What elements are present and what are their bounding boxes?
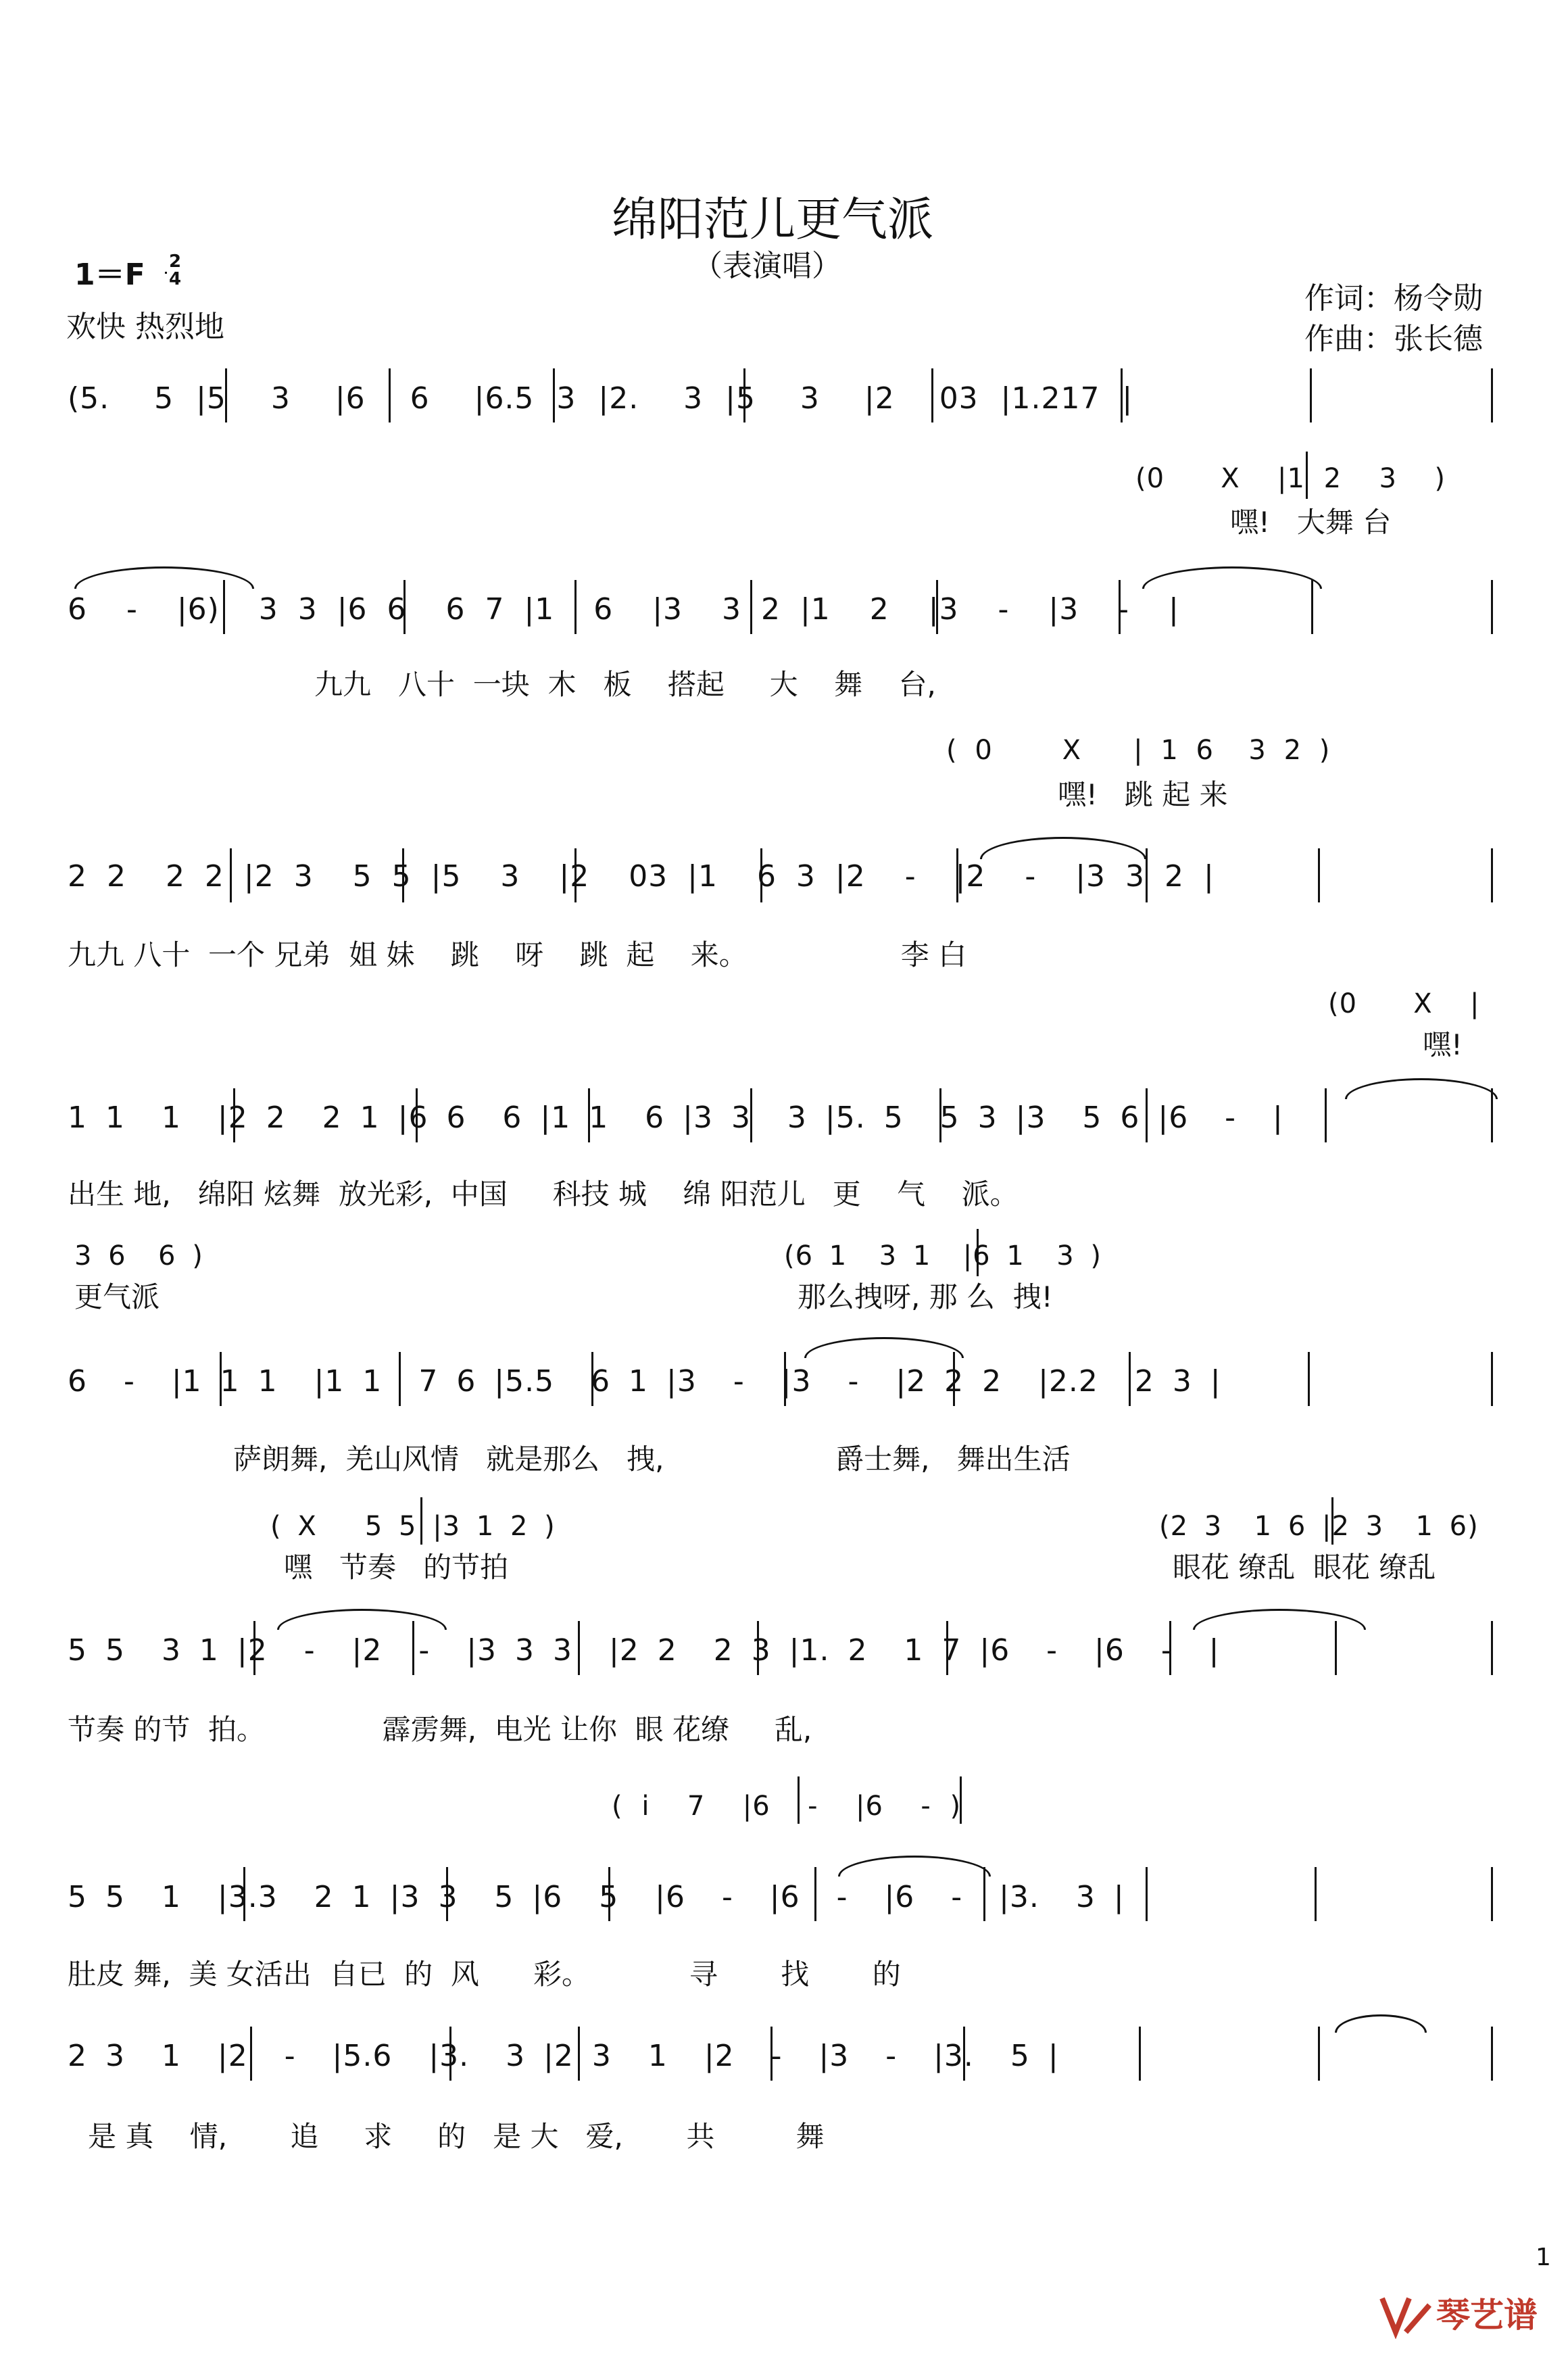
score-row-8-notes: 2 3 1 |2 - |5.6 |3. 3 |2 3 1 |2 - |3 - |3. 5 | xyxy=(68,2039,1059,2073)
time-signature-top: 2 xyxy=(168,251,182,272)
score-row-6-sub-notes: ( i 7 |6 - |6 - ) xyxy=(612,1791,962,1822)
score-row-4-lyric: 出生 地, 绵阳 炫舞 放光彩, 中国 科技 城 绵 阳范儿 更 气 派。 xyxy=(68,1178,1019,1211)
score-row-4-notes: 1 1 1 |2 2 2 1 |6 6 6 |1 1 6 |3 3 3 |5. 5 5 3 |3 5 6 |6 - | xyxy=(68,1100,1283,1135)
score-row-2-notes: 6 - |6) 3 3 |6 6 6 7 |1 6 |3 3 2 |1 2 |3 - |3 - | xyxy=(68,592,1179,627)
score-row-2-lyric: 九九 八十 一块 木 板 搭起 大 舞 台, xyxy=(314,668,936,701)
tempo-marking: 欢快 热烈地 xyxy=(66,310,224,344)
score-row-3-lyric: 九九 八十 一个 兄弟 姐 妹 跳 呀 跳 起 来。 李 白 xyxy=(68,938,967,971)
score-row-3-sub-notes: (0 X | xyxy=(1328,988,1480,1019)
time-signature xyxy=(165,253,185,288)
score-row-5-sub1-notes: ( X 5 5 |3 1 2 ) xyxy=(270,1511,556,1542)
score-row-4-sub1-lyric: 更气派 xyxy=(74,1280,160,1313)
score-row-5-notes: 6 - |1 1 1 |1 1 7 6 |5.5 6 1 |3 - |3 - |2 2 2 |2.2 2 3 | xyxy=(68,1364,1221,1399)
score-row-5-sub2-notes: (2 3 1 6 |2 3 1 6) xyxy=(1159,1511,1479,1542)
score-row-7-lyric: 肚皮 舞, 美 女活出 自已 的 风 彩。 寻 找 的 xyxy=(68,1958,901,1991)
score-row-2-sub-lyric: 嘿! 跳 起 来 xyxy=(1058,778,1228,811)
score-row-8-lyric: 是 真 情, 追 求 的 是 大 爱, 共 舞 xyxy=(88,2120,825,2153)
score-row-6-notes: 5 5 3 1 |2 - |2 - |3 3 3 |2 2 2 3 |1. 2 1 7 |6 - |6 - | xyxy=(68,1633,1220,1668)
score-row-5-sub1-lyric: 嘿 节奏 的节拍 xyxy=(284,1551,509,1584)
score-row-2-sub-notes: ( 0 X | 1 6 3 2 ) xyxy=(946,735,1331,766)
watermark-text: 琴艺谱 xyxy=(1436,2296,1538,2335)
score-row-5-sub2-lyric: 眼花 缭乱 眼花 缭乱 xyxy=(1173,1551,1436,1584)
score-row-4-sub2-notes: (6 1 3 1 |6 1 3 ) xyxy=(784,1240,1102,1272)
time-signature-bottom: 4 xyxy=(168,269,182,289)
composer-credit: 作曲：张长德 xyxy=(1304,322,1483,356)
score-row-3-sub-lyric: 嘿! xyxy=(1423,1028,1463,1061)
score-row-3-notes: 2 2 2 2 |2 3 5 5 |5 3 |2 03 |1 6 3 |2 - |2 - |3 3 2 | xyxy=(68,859,1215,894)
lyricist-credit: 作词：杨令勋 xyxy=(1304,281,1483,316)
subtitle: （表演唱） xyxy=(693,249,841,283)
score-row-5-lyric: 萨朗舞, 羌山风情 就是那么 拽, 爵士舞, 舞出生活 xyxy=(233,1443,1071,1476)
score-row-4-sub2-lyric: 那么拽呀, 那 么 拽! xyxy=(798,1280,1053,1313)
page-number: 1 xyxy=(1536,2244,1551,2271)
score-row-1-sub-notes: (0 X |1 2 3 ) xyxy=(1135,463,1446,494)
qinyipu-logo-icon xyxy=(1375,2292,1436,2339)
score-row-7-notes: 5 5 1 |3.3 2 1 |3 3 5 |6 5 |6 - |6 - |6 - |3. 3 | xyxy=(68,1880,1125,1914)
score-row-1-notes: (5. 5 |5 3 |6 6 |6.5 3 |2. 3 |5 3 |2 03 |1.217 | xyxy=(68,381,1133,416)
key-signature: 1＝F xyxy=(74,258,145,292)
page-title: 绵阳范儿更气派 xyxy=(612,193,934,247)
score-row-4-sub1-notes: 3 6 6 ) xyxy=(74,1240,203,1272)
score-row-6-lyric: 节奏 的节 拍。 霹雳舞, 电光 让你 眼 花缭 乱, xyxy=(68,1713,812,1746)
score-row-1-sub-lyric: 嘿! 大舞 台 xyxy=(1230,506,1392,539)
